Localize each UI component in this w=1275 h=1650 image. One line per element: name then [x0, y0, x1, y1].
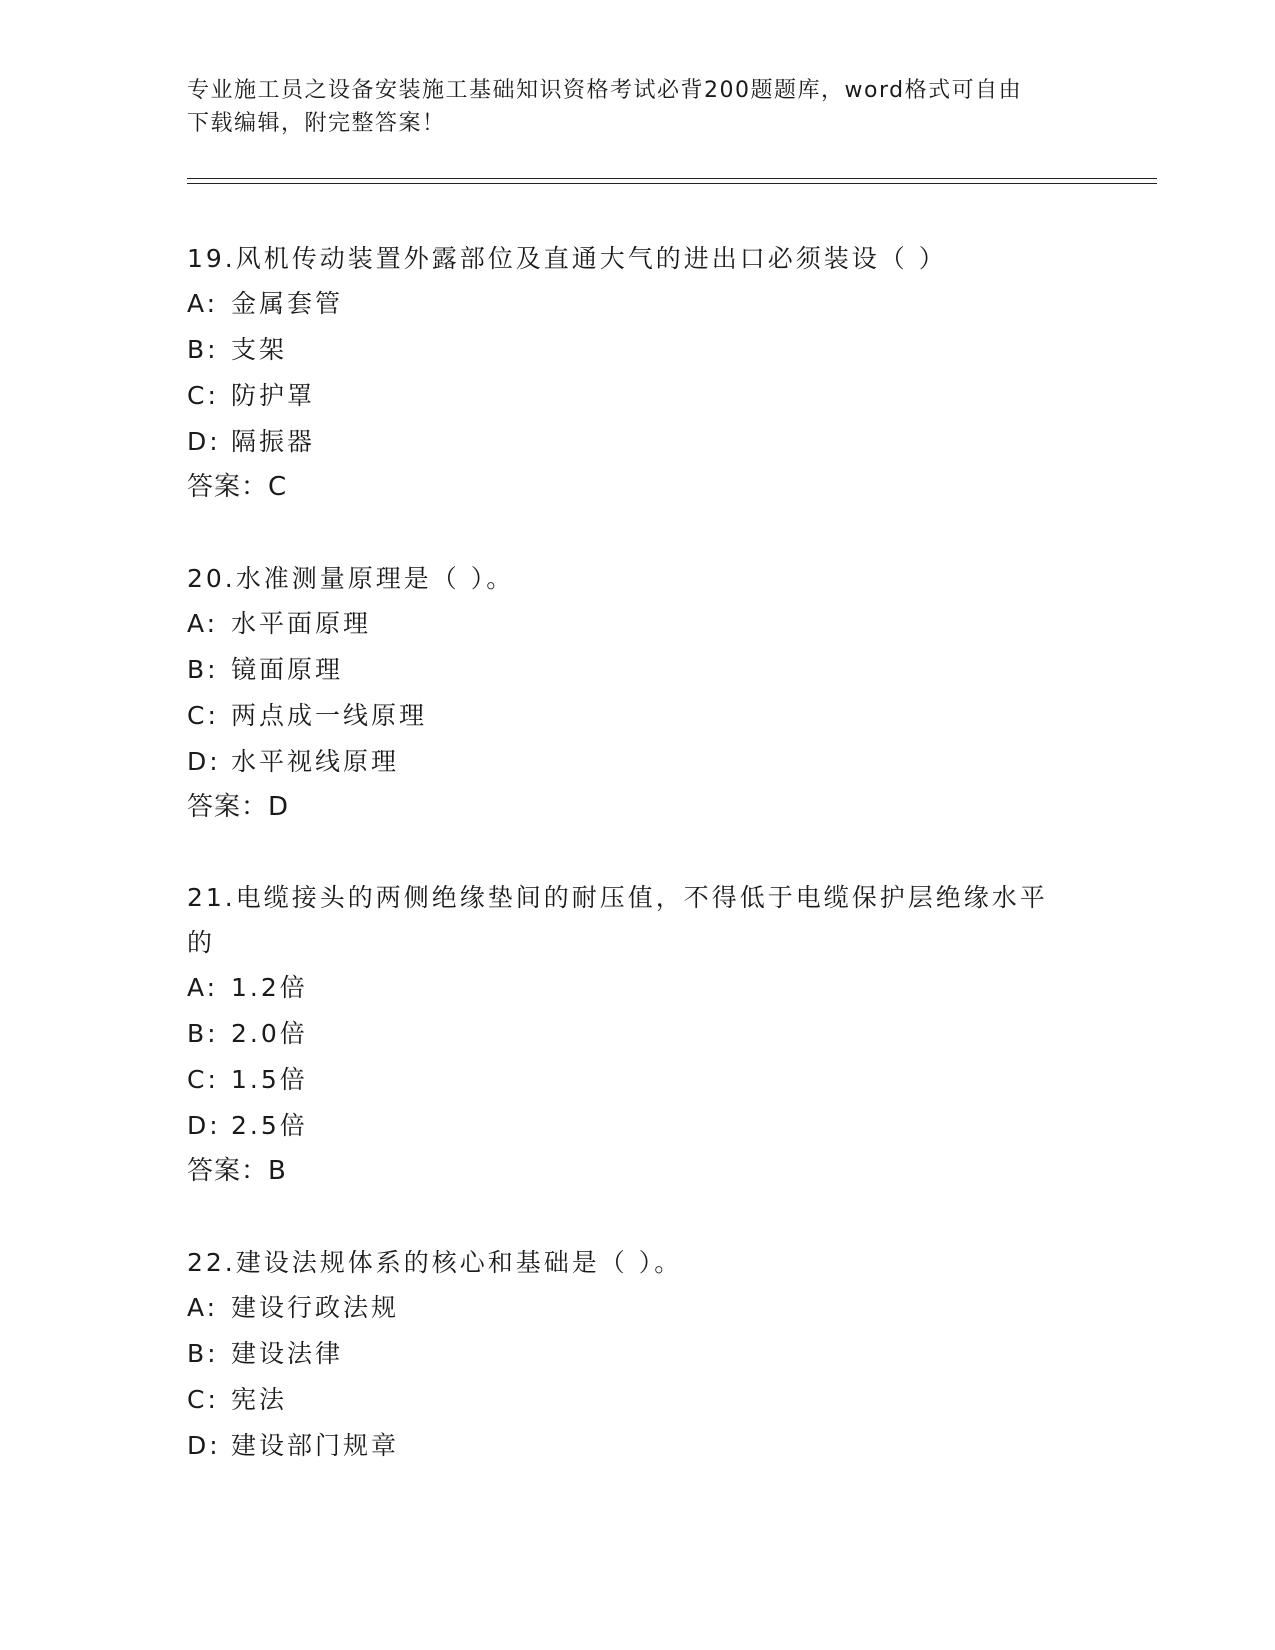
question-20	[187, 556, 1087, 831]
option-letter: C:	[187, 1065, 219, 1094]
question-text	[187, 556, 1087, 601]
option-c	[187, 1057, 1087, 1103]
option-text: 宪法	[231, 1385, 288, 1414]
option-text: 水平视线原理	[231, 747, 400, 776]
option-letter: A:	[187, 609, 219, 638]
option-letter: D:	[187, 1111, 221, 1140]
option-text: 隔振器	[231, 427, 316, 456]
option-text: 建设行政法规	[231, 1293, 400, 1322]
option-text: 水平面原理	[231, 609, 372, 638]
option-d	[187, 739, 1087, 785]
option-b	[187, 1331, 1087, 1377]
option-text: 镜面原理	[231, 655, 344, 684]
option-a	[187, 1285, 1087, 1331]
question-text	[187, 1240, 1087, 1285]
option-text: 金属套管	[231, 289, 344, 318]
option-text: 两点成一线原理	[231, 701, 428, 730]
question-text-line: 19.风机传动装置外露部位及直通大气的进出口必须装设（ ）	[187, 244, 947, 273]
answer-line: 答案：D	[187, 792, 290, 822]
option-d	[187, 419, 1087, 465]
option-a	[187, 965, 1087, 1011]
question-text-line: 21.电缆接头的两侧绝缘垫间的耐压值，不得低于电缆保护层绝缘水平	[187, 883, 1048, 912]
option-text: 建设部门规章	[231, 1431, 400, 1460]
question-text-line: 的	[187, 928, 216, 957]
option-text: 防护罩	[231, 381, 316, 410]
option-c	[187, 693, 1087, 739]
option-text: 支架	[231, 335, 288, 364]
option-letter: A:	[187, 289, 219, 318]
question-21	[187, 875, 1087, 1195]
option-letter: A:	[187, 1293, 219, 1322]
question-text-line: 20.水准测量原理是（ ）。	[187, 564, 515, 593]
option-letter: C:	[187, 701, 219, 730]
option-text: 1.5倍	[231, 1065, 308, 1094]
question-19	[187, 236, 1087, 511]
option-b	[187, 647, 1087, 693]
option-a	[187, 281, 1087, 327]
question-text-line: 22.建设法规体系的核心和基础是（ ）。	[187, 1248, 683, 1277]
header-line-2: 下载编辑，附完整答案！	[187, 111, 446, 136]
header-divider-top	[187, 178, 1157, 179]
header-divider-bottom	[187, 183, 1157, 184]
option-text: 1.2倍	[231, 973, 308, 1002]
option-letter: C:	[187, 381, 219, 410]
option-a	[187, 601, 1087, 647]
answer-line: 答案：B	[187, 1156, 287, 1186]
option-letter: B:	[187, 335, 219, 364]
option-text: 2.0倍	[231, 1019, 308, 1048]
option-letter: C:	[187, 1385, 219, 1414]
question-text	[187, 236, 1087, 281]
question-text	[187, 875, 1087, 965]
option-b	[187, 1011, 1087, 1057]
option-letter: B:	[187, 1339, 219, 1368]
document-header	[187, 74, 1087, 140]
answer-line: 答案：C	[187, 472, 288, 502]
option-letter: B:	[187, 1019, 219, 1048]
option-d	[187, 1423, 1087, 1469]
option-letter: A:	[187, 973, 219, 1002]
option-text: 建设法律	[231, 1339, 344, 1368]
option-letter: B:	[187, 655, 219, 684]
option-letter: D:	[187, 1431, 221, 1460]
option-letter: D:	[187, 747, 221, 776]
option-c	[187, 373, 1087, 419]
option-letter: D:	[187, 427, 221, 456]
option-text: 2.5倍	[231, 1111, 308, 1140]
question-22	[187, 1240, 1087, 1469]
option-d	[187, 1103, 1087, 1149]
option-b	[187, 327, 1087, 373]
header-line-1: 专业施工员之设备安装施工基础知识资格考试必背200题题库，word格式可自由	[187, 78, 1023, 103]
option-c	[187, 1377, 1087, 1423]
